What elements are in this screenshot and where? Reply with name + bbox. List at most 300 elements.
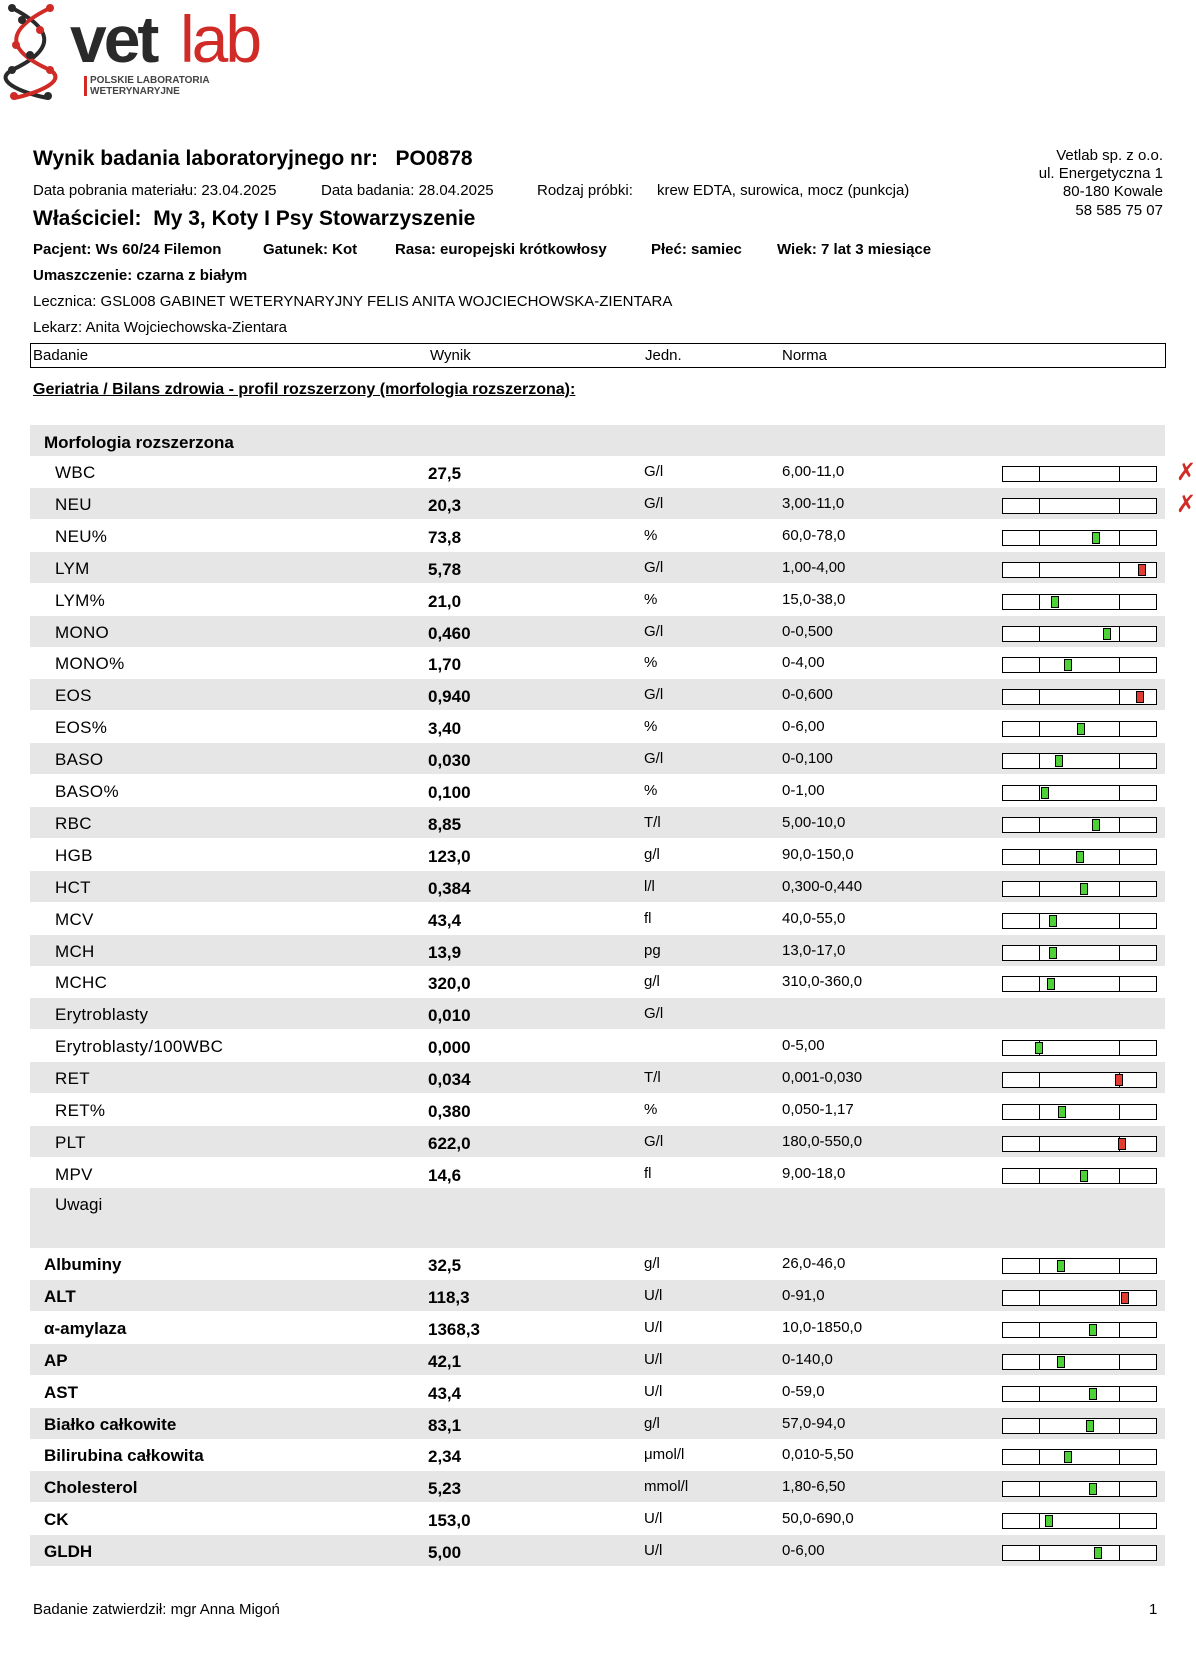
table-row	[30, 903, 1165, 934]
test-value: 0,010	[428, 1006, 471, 1026]
gauge-low-tick	[1039, 1482, 1040, 1496]
breed: Rasa: europejski krótkowłosy	[395, 241, 607, 258]
normal-marker	[1041, 787, 1049, 799]
range-gauge	[1002, 1513, 1157, 1529]
gauge-high-tick	[1119, 1546, 1120, 1560]
section-title: Morfologia rozszerzona	[44, 433, 234, 452]
test-value: 0,100	[428, 783, 471, 802]
test-value: 0,000	[428, 1038, 471, 1058]
test-value: 1,70	[428, 655, 462, 675]
gauge-high-tick	[1119, 1041, 1120, 1055]
test-name: Albuminy	[44, 1255, 122, 1274]
gauge-low-tick	[1039, 1450, 1040, 1464]
test-value: 13,9	[428, 942, 462, 962]
test-norm: 0-0,100	[782, 750, 833, 768]
gauge-high-tick	[1119, 914, 1120, 928]
test-value: 5,78	[428, 559, 462, 579]
test-unit: G/l	[644, 622, 664, 640]
gauge-high-tick	[1119, 754, 1120, 768]
range-gauge	[1002, 498, 1157, 514]
test-value: 0,034	[428, 1070, 471, 1090]
table-row	[30, 1280, 1165, 1311]
test-unit: %	[644, 782, 658, 799]
range-gauge	[1002, 657, 1157, 673]
test-norm: 0-140,0	[782, 1350, 833, 1368]
test-value: 20,3	[428, 495, 462, 515]
col-result: Wynik	[430, 347, 471, 364]
high-marker	[1118, 1138, 1126, 1150]
table-row	[30, 743, 1165, 774]
test-unit: g/l	[644, 1414, 660, 1432]
test-name: RET%	[55, 1101, 106, 1120]
test-value: 123,0	[428, 846, 471, 866]
gauge-high-tick	[1119, 786, 1120, 800]
test-unit: l/l	[644, 877, 655, 895]
test-norm: 0,050-1,17	[782, 1101, 854, 1118]
patient: Pacjent: Ws 60/24 Filemon	[33, 241, 222, 258]
test-unit: %	[644, 526, 658, 544]
test-name: EOS	[55, 686, 92, 706]
gauge-high-tick	[1119, 1323, 1120, 1337]
test-value: 43,4	[428, 910, 462, 930]
test-name: ALT	[44, 1286, 76, 1306]
normal-marker	[1086, 1420, 1094, 1432]
age: Wiek: 7 lat 3 miesiące	[777, 241, 932, 258]
range-gauge	[1002, 466, 1157, 482]
test-unit: G/l	[644, 494, 664, 512]
test-unit: μmol/l	[644, 1446, 685, 1464]
gauge-low-tick	[1039, 1259, 1040, 1273]
vetlab-logo	[0, 0, 260, 100]
range-gauge	[1002, 849, 1157, 865]
test-unit: G/l	[644, 686, 664, 704]
gauge-low-tick	[1039, 818, 1040, 832]
test-name: MCHC	[55, 973, 108, 993]
gauge-high-tick	[1119, 531, 1120, 545]
col-norm: Norma	[782, 347, 828, 364]
gauge-high-tick	[1119, 658, 1120, 672]
range-gauge	[1002, 721, 1157, 737]
table-row	[30, 1535, 1165, 1566]
table-row	[30, 1408, 1165, 1439]
report-number: PO0878	[395, 147, 473, 170]
test-value: 0,380	[428, 1102, 471, 1121]
test-value: 21,0	[428, 591, 462, 611]
test-value: 0,460	[428, 623, 471, 643]
normal-marker	[1077, 723, 1085, 735]
test-norm: 180,0-550,0	[782, 1132, 863, 1150]
range-gauge	[1002, 1168, 1157, 1184]
gauge-high-tick	[1119, 850, 1120, 864]
test-name: HCT	[55, 877, 91, 897]
range-gauge	[1002, 1040, 1157, 1056]
test-name: AP	[44, 1350, 68, 1370]
logo-tagline-1: POLSKIE LABORATORIA	[90, 75, 210, 86]
range-gauge	[1002, 1104, 1157, 1120]
range-gauge	[1002, 1072, 1157, 1088]
range-gauge	[1002, 976, 1157, 992]
gauge-high-tick	[1119, 690, 1120, 704]
test-name: PLT	[55, 1132, 86, 1152]
test-name: NEU	[55, 494, 92, 514]
gauge-high-tick	[1119, 722, 1120, 736]
owner	[33, 207, 475, 231]
report-title	[33, 147, 473, 171]
normal-marker	[1047, 978, 1055, 990]
normal-marker	[1055, 755, 1063, 767]
normal-marker	[1103, 628, 1111, 640]
logo-lab: lab	[180, 2, 260, 76]
col-test: Badanie	[33, 347, 89, 364]
test-unit: U/l	[644, 1382, 663, 1400]
normal-marker	[1092, 819, 1100, 831]
test-value: 83,1	[428, 1415, 462, 1435]
gauge-high-tick	[1119, 818, 1120, 832]
range-gauge	[1002, 1449, 1157, 1465]
test-name: HGB	[55, 845, 93, 865]
normal-marker	[1092, 532, 1100, 544]
test-norm: 0-0,600	[782, 686, 833, 704]
test-norm: 9,00-18,0	[782, 1164, 846, 1182]
test-name: AST	[44, 1382, 78, 1402]
test-name: α-amylaza	[44, 1318, 127, 1338]
test-value: 3,40	[428, 719, 462, 739]
gauge-high-tick	[1119, 1169, 1120, 1183]
test-norm: 3,00-11,0	[782, 494, 845, 512]
test-unit: %	[644, 718, 658, 736]
test-value: 153,0	[428, 1511, 471, 1531]
test-name: Bilirubina całkowita	[44, 1446, 204, 1466]
gauge-high-tick	[1119, 946, 1120, 960]
gauge-low-tick	[1039, 595, 1040, 609]
test-name: Erytroblasty/100WBC	[55, 1037, 224, 1057]
test-name: BASO	[55, 750, 104, 770]
test-name: RET	[55, 1069, 90, 1089]
gauge-high-tick	[1119, 1514, 1120, 1528]
table-row	[30, 488, 1196, 519]
gauge-low-tick	[1039, 1419, 1040, 1433]
test-name: Erytroblasty	[55, 1005, 149, 1025]
gauge-high-tick	[1119, 1387, 1120, 1401]
range-gauge	[1002, 1545, 1157, 1561]
table-row	[30, 1126, 1165, 1157]
high-marker	[1121, 1292, 1129, 1304]
test-norm: 26,0-46,0	[782, 1255, 846, 1272]
range-gauge	[1002, 530, 1157, 546]
doctor: Lekarz: Anita Wojciechowska-Zientara	[33, 319, 288, 336]
test-norm: 0,010-5,50	[782, 1446, 854, 1464]
test-unit: fl	[644, 909, 652, 927]
test-value: 622,0	[428, 1133, 471, 1153]
test-name: MPV	[55, 1164, 93, 1184]
test-unit: G/l	[644, 1005, 664, 1023]
test-value: 0,030	[428, 751, 471, 771]
range-gauge	[1002, 1322, 1157, 1338]
owner-value: My 3, Koty I Psy Stowarzyszenie	[153, 207, 476, 230]
company-city: 80-180 Kowale	[1062, 183, 1163, 200]
test-unit: %	[644, 654, 658, 672]
company-phone: 58 585 75 07	[1075, 202, 1163, 219]
test-norm: 0,001-0,030	[782, 1069, 863, 1087]
column-header	[30, 343, 1166, 368]
test-value: 14,6	[428, 1165, 462, 1185]
test-name: WBC	[55, 463, 96, 482]
sex: Płeć: samiec	[651, 241, 742, 258]
table-row	[30, 1062, 1165, 1093]
out-of-scale-icon: ✗	[1176, 458, 1196, 486]
table-row	[30, 775, 1165, 806]
test-name: MONO%	[55, 654, 125, 674]
gauge-high-tick	[1119, 595, 1120, 609]
table-row	[30, 1030, 1165, 1061]
clinic: Lecznica: GSL008 GABINET WETERYNARYJNY FELIS ANITA WOJCIECHOWSKA-ZIENTARA	[33, 293, 673, 310]
table-row	[30, 998, 1165, 1029]
test-norm: 5,00-10,0	[782, 813, 846, 831]
test-unit: G/l	[644, 558, 664, 576]
test-unit: G/l	[644, 750, 664, 768]
gauge-low-tick	[1039, 977, 1040, 991]
owner-label: Właściciel:	[33, 207, 142, 230]
table-row	[30, 647, 1165, 678]
test-norm: 6,00-11,0	[782, 463, 845, 480]
table-row	[30, 839, 1165, 870]
high-marker	[1115, 1074, 1123, 1086]
test-unit: fl	[644, 1164, 652, 1182]
table-row	[30, 711, 1165, 742]
gauge-high-tick	[1119, 1419, 1120, 1433]
test-name: RBC	[55, 813, 92, 833]
test-norm: 1,00-4,00	[782, 558, 846, 576]
logo-accent-bar	[84, 76, 87, 96]
normal-marker	[1045, 1515, 1053, 1527]
table-row	[30, 807, 1165, 838]
range-gauge	[1002, 594, 1157, 610]
test-name: CK	[44, 1510, 69, 1530]
test-name: NEU%	[55, 526, 108, 546]
report-title-label: Wynik badania laboratoryjnego nr:	[33, 147, 379, 170]
range-gauge	[1002, 913, 1157, 929]
test-value: 42,1	[428, 1351, 462, 1371]
test-norm: 0-6,00	[782, 1542, 825, 1560]
test-value: 0,384	[428, 878, 471, 898]
table-row	[30, 584, 1165, 615]
gauge-low-tick	[1039, 531, 1040, 545]
high-marker	[1136, 691, 1144, 703]
approved-by: Badanie zatwierdził: mgr Anna Migoń	[33, 1601, 280, 1618]
test-value: 32,5	[428, 1256, 462, 1275]
gauge-low-tick	[1039, 914, 1040, 928]
test-unit: %	[644, 590, 658, 608]
dna-helix-icon	[0, 0, 70, 100]
gauge-high-tick	[1119, 499, 1120, 513]
normal-marker	[1064, 1451, 1072, 1463]
gauge-low-tick	[1039, 1105, 1040, 1119]
gauge-high-tick	[1119, 1482, 1120, 1496]
test-value: 43,4	[428, 1383, 462, 1403]
gauge-low-tick	[1039, 1355, 1040, 1369]
gauge-low-tick	[1039, 1073, 1040, 1087]
logo-tagline-2: WETERYNARYJNE	[90, 86, 180, 97]
gauge-low-tick	[1039, 722, 1040, 736]
gauge-low-tick	[1039, 850, 1040, 864]
test-unit: U/l	[644, 1510, 663, 1528]
gauge-high-tick	[1119, 882, 1120, 896]
normal-marker	[1057, 1356, 1065, 1368]
test-norm: 10,0-1850,0	[782, 1318, 863, 1336]
test-unit: G/l	[644, 463, 664, 480]
gauge-high-tick	[1119, 1450, 1120, 1464]
gauge-high-tick	[1119, 1355, 1120, 1369]
table-row	[30, 552, 1165, 583]
table-row	[30, 1312, 1165, 1343]
test-norm: 57,0-94,0	[782, 1414, 846, 1432]
range-gauge	[1002, 1258, 1157, 1274]
normal-marker	[1064, 659, 1072, 671]
company-street: ul. Energetyczna 1	[1038, 165, 1163, 182]
table-row	[30, 456, 1196, 487]
test-name: Cholesterol	[44, 1478, 138, 1498]
sample-value: krew EDTA, surowica, mocz (punkcja)	[657, 182, 910, 199]
table-row	[30, 1248, 1165, 1279]
collection-date: Data pobrania materiału: 23.04.2025	[33, 182, 277, 199]
test-unit: U/l	[644, 1318, 663, 1336]
test-name: MCH	[55, 941, 95, 961]
test-unit: g/l	[644, 973, 660, 991]
gauge-high-tick	[1119, 977, 1120, 991]
test-norm: 0-59,0	[782, 1382, 825, 1400]
test-norm: 0-1,00	[782, 782, 825, 799]
gauge-low-tick	[1039, 563, 1040, 577]
gauge-low-tick	[1039, 946, 1040, 960]
range-gauge	[1002, 689, 1157, 705]
test-value: 320,0	[428, 974, 471, 994]
gauge-low-tick	[1039, 882, 1040, 896]
test-unit: %	[644, 1101, 658, 1118]
range-gauge	[1002, 817, 1157, 833]
test-value: 118,3	[428, 1287, 470, 1307]
gauge-low-tick	[1039, 1514, 1040, 1528]
coat: Umaszczenie: czarna z białym	[33, 267, 248, 284]
test-name: GLDH	[44, 1542, 93, 1562]
gauge-high-tick	[1119, 1105, 1120, 1119]
gauge-low-tick	[1039, 1546, 1040, 1560]
gauge-low-tick	[1039, 690, 1040, 704]
test-norm: 310,0-360,0	[782, 973, 863, 991]
range-gauge	[1002, 1290, 1157, 1306]
company-name: Vetlab sp. z o.o.	[1056, 147, 1163, 164]
test-norm: 50,0-690,0	[782, 1510, 854, 1528]
test-value: 5,23	[428, 1479, 462, 1499]
test-norm: 0-91,0	[782, 1286, 825, 1304]
gauge-high-tick	[1119, 627, 1120, 641]
test-value: 8,85	[428, 814, 462, 834]
normal-marker	[1035, 1042, 1043, 1054]
gauge-high-tick	[1119, 467, 1120, 481]
test-unit: G/l	[644, 1132, 664, 1150]
test-name: Białko całkowite	[44, 1414, 177, 1434]
test-unit: pg	[644, 941, 661, 959]
remarks-label: Uwagi	[55, 1195, 103, 1214]
table-row	[30, 1439, 1165, 1470]
test-norm: 0-4,00	[782, 654, 825, 672]
test-value: 5,00	[428, 1543, 462, 1563]
test-unit: T/l	[644, 813, 661, 831]
test-name: EOS%	[55, 718, 108, 738]
range-gauge	[1002, 1386, 1157, 1402]
table-row	[30, 1503, 1165, 1534]
range-gauge	[1002, 1481, 1157, 1497]
remarks-bg	[30, 1188, 1165, 1248]
normal-marker	[1089, 1324, 1097, 1336]
gauge-low-tick	[1039, 467, 1040, 481]
logo-vet: vet	[70, 2, 157, 76]
test-name: MCV	[55, 909, 94, 929]
normal-marker	[1080, 883, 1088, 895]
gauge-low-tick	[1039, 1387, 1040, 1401]
test-norm: 40,0-55,0	[782, 909, 846, 927]
gauge-low-tick	[1039, 754, 1040, 768]
test-value: 2,34	[428, 1447, 462, 1467]
test-name: BASO%	[55, 782, 119, 801]
test-unit: g/l	[644, 1255, 660, 1272]
sample-label: Rodzaj próbki:	[537, 182, 633, 199]
normal-marker	[1076, 851, 1084, 863]
test-norm: 1,80-6,50	[782, 1478, 846, 1496]
table-row	[30, 520, 1165, 551]
range-gauge	[1002, 753, 1157, 769]
test-unit: U/l	[644, 1350, 663, 1368]
test-unit: mmol/l	[644, 1478, 689, 1496]
range-gauge	[1002, 626, 1157, 642]
high-marker	[1138, 564, 1146, 576]
gauge-low-tick	[1039, 499, 1040, 513]
test-norm: 0-6,00	[782, 718, 825, 736]
test-norm: 0-0,500	[782, 622, 833, 640]
test-value: 73,8	[428, 527, 462, 547]
table-row	[30, 935, 1165, 966]
normal-marker	[1051, 596, 1059, 608]
test-unit: T/l	[644, 1069, 661, 1087]
normal-marker	[1094, 1547, 1102, 1559]
normal-marker	[1057, 1260, 1065, 1272]
test-unit: U/l	[644, 1286, 663, 1304]
normal-marker	[1049, 947, 1057, 959]
test-norm: 60,0-78,0	[782, 526, 846, 544]
test-norm: 90,0-150,0	[782, 845, 854, 863]
test-unit: g/l	[644, 845, 660, 863]
col-unit: Jedn.	[645, 347, 682, 364]
page-number: 1	[1149, 1601, 1158, 1618]
test-value: 1368,3	[428, 1319, 480, 1339]
range-gauge	[1002, 785, 1157, 801]
normal-marker	[1089, 1483, 1097, 1495]
test-unit: U/l	[644, 1542, 663, 1560]
gauge-high-tick	[1119, 1259, 1120, 1273]
test-norm: 15,0-38,0	[782, 590, 846, 608]
test-name: LYM	[55, 558, 90, 578]
test-value: 0,940	[428, 687, 471, 707]
range-gauge	[1002, 1418, 1157, 1434]
table-row	[30, 871, 1165, 902]
table-row	[30, 1094, 1165, 1125]
test-norm: 0-5,00	[782, 1037, 825, 1055]
normal-marker	[1058, 1106, 1066, 1118]
test-date: Data badania: 28.04.2025	[321, 182, 494, 199]
test-norm: 0,300-0,440	[782, 877, 863, 895]
normal-marker	[1080, 1170, 1088, 1182]
species: Gatunek: Kot	[263, 241, 358, 258]
range-gauge	[1002, 881, 1157, 897]
